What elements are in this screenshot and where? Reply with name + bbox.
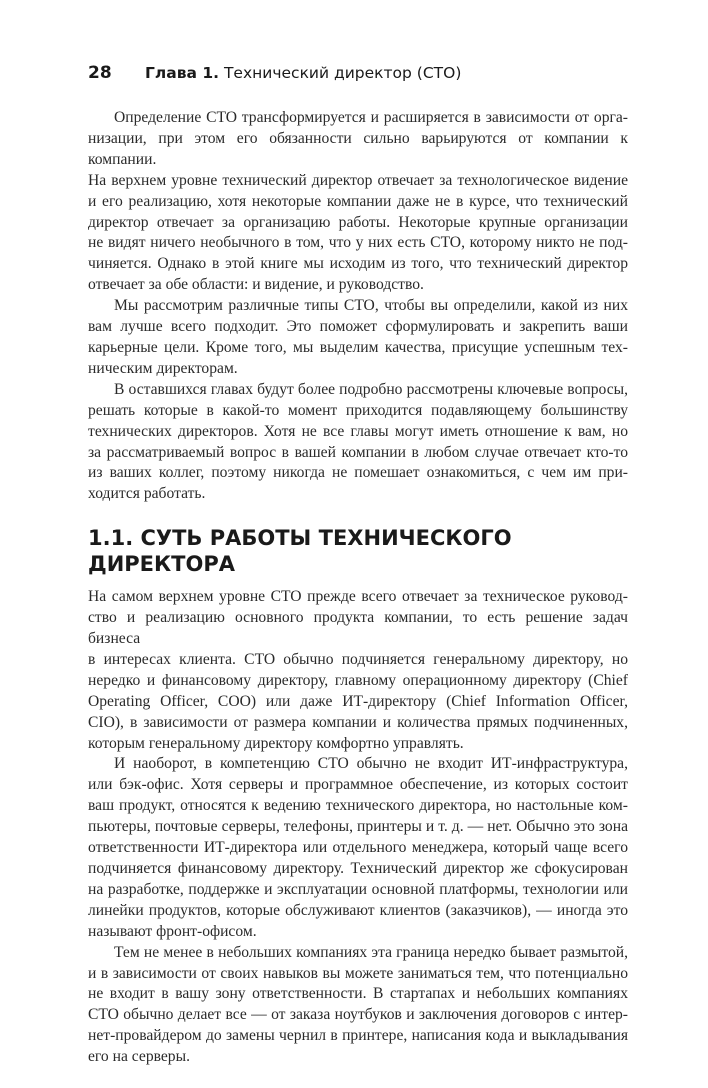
chapter-title: Технический директор (CTO) [223, 64, 462, 82]
paragraph [88, 380, 628, 505]
paragraph [88, 587, 628, 754]
intro-text [88, 108, 628, 505]
text-line: нередко и финансовому директору, главному операционному директору (Chief [88, 671, 628, 689]
text-line: технических директоров. Хотя не все главы могут иметь отношение к вам, но [88, 422, 628, 440]
text-line: ходится работать. [88, 485, 206, 503]
text-line: Operating Officer, COO) или даже ИТ-директору (Chief Information Officer, [88, 692, 628, 710]
text-line: CTO обычно делает все — от заказа ноутбуков и заключения договоров с интер- [88, 1006, 628, 1024]
text-line: На самом верхнем уровне CTO прежде всего отвечает за техническое руковод- [88, 588, 628, 606]
running-header [88, 62, 628, 84]
text-line: пьютеры, почтовые серверы, телефоны, принтеры и т. д. — нет. Обычно это зона [88, 818, 628, 836]
text-line: за рассматриваемый вопрос в вашей компании в любом случае отвечает кто-то [88, 443, 628, 461]
text-line: вам лучше всего подходит. Это поможет сформулировать и закрепить ваши [88, 318, 628, 336]
section-text [88, 587, 628, 1068]
text-line: ваш продукт, относятся к ведению технического директора, но настольные ком- [88, 797, 628, 815]
text-line: подчиняется финансовому директору. Технический директор же сфокусирован [88, 860, 628, 877]
text-line: И наоборот, в компетенцию CTO обычно не входит ИТ-инфраструктура, [114, 755, 628, 773]
text-line: отвечает за обе области: и видение, и руководство. [88, 276, 424, 294]
text-line: карьерные цели. Кроме того, мы выделим качества, присущие успешным тех- [88, 338, 628, 356]
text-line: Мы рассмотрим различные типы CTO, чтобы вы определили, какой из них [114, 297, 628, 315]
text-line: директор отвечает за организацию работы. Некоторые крупные организации [88, 213, 628, 231]
text-line: В оставшихся главах будут более подробно рассмотрены ключевые вопросы, [114, 380, 628, 398]
text-line: Определение CTO трансформируется и расширяется в зависимости от орга- [114, 109, 628, 126]
text-line: не входит в вашу зону ответственности. В стартапах и небольших компаниях [88, 985, 628, 1003]
text-line: в интересах клиента. CTO обычно подчиняется генеральному директору, но [88, 650, 628, 668]
text-line: не видят ничего необычного в том, что у них есть CTO, которому никто не под- [88, 234, 628, 252]
text-line: его на серверы. [88, 1048, 190, 1066]
text-line: решать которые в какой-то момент приходится подавляющему большинству [88, 401, 628, 419]
text-line: или бэк-офис. Хотя серверы и программное обеспечение, из которых состоит [88, 776, 628, 794]
paragraph [88, 754, 628, 942]
text-line: На верхнем уровне технический директор отвечает за технологическое видение [88, 171, 628, 189]
text-line: чиняется. Однако в этой книге мы исходим из того, что технический директор [88, 255, 628, 273]
text-line: CIO), в зависимости от размера компании и количества прямых подчиненных, [88, 713, 628, 731]
text-line: называют фронт-офисом. [88, 922, 257, 940]
paragraph [88, 296, 628, 380]
text-line: Тем не менее в небольших компаниях эта граница нередко бывает размытой, [114, 943, 628, 961]
text-line: низации, при этом его обязанности сильно варьируются от компании к компании. [88, 129, 628, 168]
text-line: ответственности ИТ-директора или отдельного менеджера, который чаще всего [88, 839, 628, 857]
text-line: и его реализацию, хотя некоторые компании даже не в курсе, что технический [88, 192, 628, 210]
section-heading: 1.1. СУТЬ РАБОТЫ ТЕХНИЧЕСКОГО ДИРЕКТОРА [88, 526, 512, 577]
text-line: и в зависимости от своих навыков вы можете заниматься тем, что потенциально [88, 964, 628, 982]
text-line: ническим директорам. [88, 359, 238, 377]
text-line: ство и реализацию основного продукта компании, то есть решение задач бизнеса [88, 609, 628, 648]
text-line: на разработке, поддержке и эксплуатации основной платформы, технологии или [88, 880, 628, 898]
text-line: из ваших коллег, поэтому никогда не помешает ознакомиться, с чем им при- [88, 464, 628, 482]
paragraph [88, 943, 628, 1068]
paragraph [88, 108, 628, 296]
text-line: нет-провайдером до замены чернил в принтере, написания кода и выкладывания [88, 1027, 628, 1045]
chapter-label: Глава 1. [145, 64, 220, 82]
page-number: 28 [88, 63, 112, 83]
text-line: линейки продуктов, которые обслуживают клиентов (заказчиков), — иногда это [88, 901, 628, 919]
text-line: которым генеральному директору комфортно управлять. [88, 734, 464, 752]
